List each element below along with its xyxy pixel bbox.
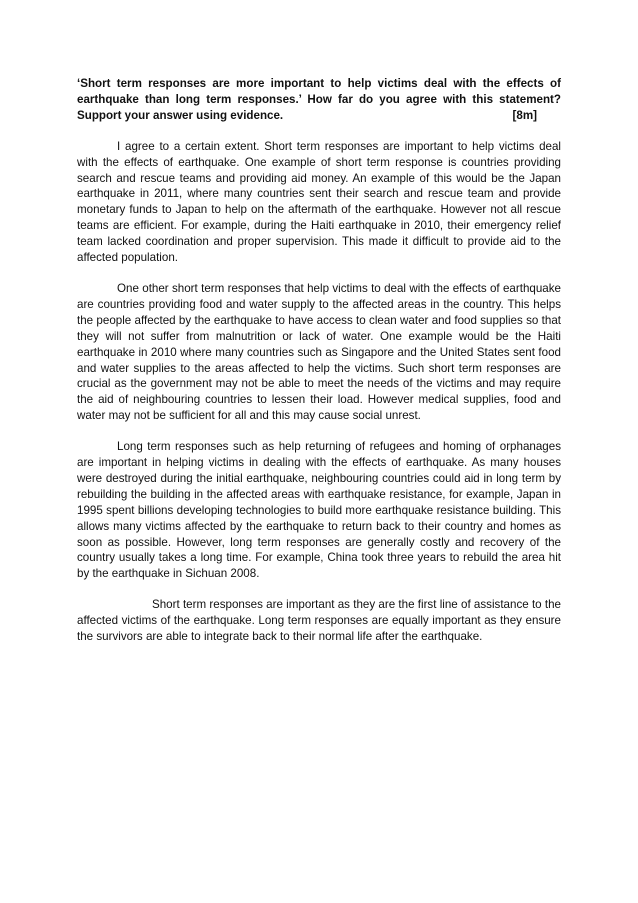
document-page [77,76,561,660]
question-text: ‘Short term responses are more important to help victims deal with the effects of earthquake than long term responses.’ How far do you agree with this statement? Support your answer using evidence. [77,77,561,122]
essay-question [77,76,561,124]
question-marks: [8m] [512,108,537,122]
paragraph-conclusion: Short term responses are important as they are the first line of assistance to the affected victims of the earthquake. Long term responses are equally important as they ensure the survivors are able to integrate back to their normal life after the earthquake. [77,598,561,644]
paragraph-introduction: I agree to a certain extent. Short term responses are important to help victims deal with the effects of earthquake. One example of short term response is countries providing search and rescue teams and providing aid money. An example of this would be the Japan earthquake in 2011, where many countries sent their search and rescue team and provide monetary funds to Japan to help on the aftermath of the earthquake. However not all rescue teams are efficient. For example, during the Haiti earthquake in 2010, their emergency relief team lacked coordination and proper supervision. This made it difficult to provide aid to the affected population. [77,139,561,265]
paragraph-food-water-supply: One other short term responses that help victims to deal with the effects of earthquake are countries providing food and water supply to the affected areas in the country. This helps the people affected by the earthquake to have access to clean water and food supplies so that they will not suffer from malnutrition or lack of water. One example would be the Haiti earthquake in 2010 where many countries such as Singapore and the United States sent food and water supplies to the areas affected to help the victims. Such short term responses are crucial as the government may not be able to meet the needs of the victims and may require the aid of neighbouring countries to lessen their load. However medical supplies, food and water may not be sufficient for all and this may cause social unrest. [77,281,561,423]
paragraph-long-term-responses: Long term responses such as help returning of refugees and homing of orphanages are important in helping victims in dealing with the effects of earthquake. As many houses were destroyed during the initial earthquake, neighbouring countries could aid in long term by rebuilding the building in the affected areas with earthquake resistance, for example, Japan in 1995 spent billions developing technologies to build more earthquake resistance building. This allows many victims affected by the earthquake to return back to their country and homes as soon as possible. However, long term responses are generally costly and recovery of the country usually takes a long time. For example, China took three years to rebuild the area hit by the earthquake in Sichuan 2008. [77,440,561,581]
